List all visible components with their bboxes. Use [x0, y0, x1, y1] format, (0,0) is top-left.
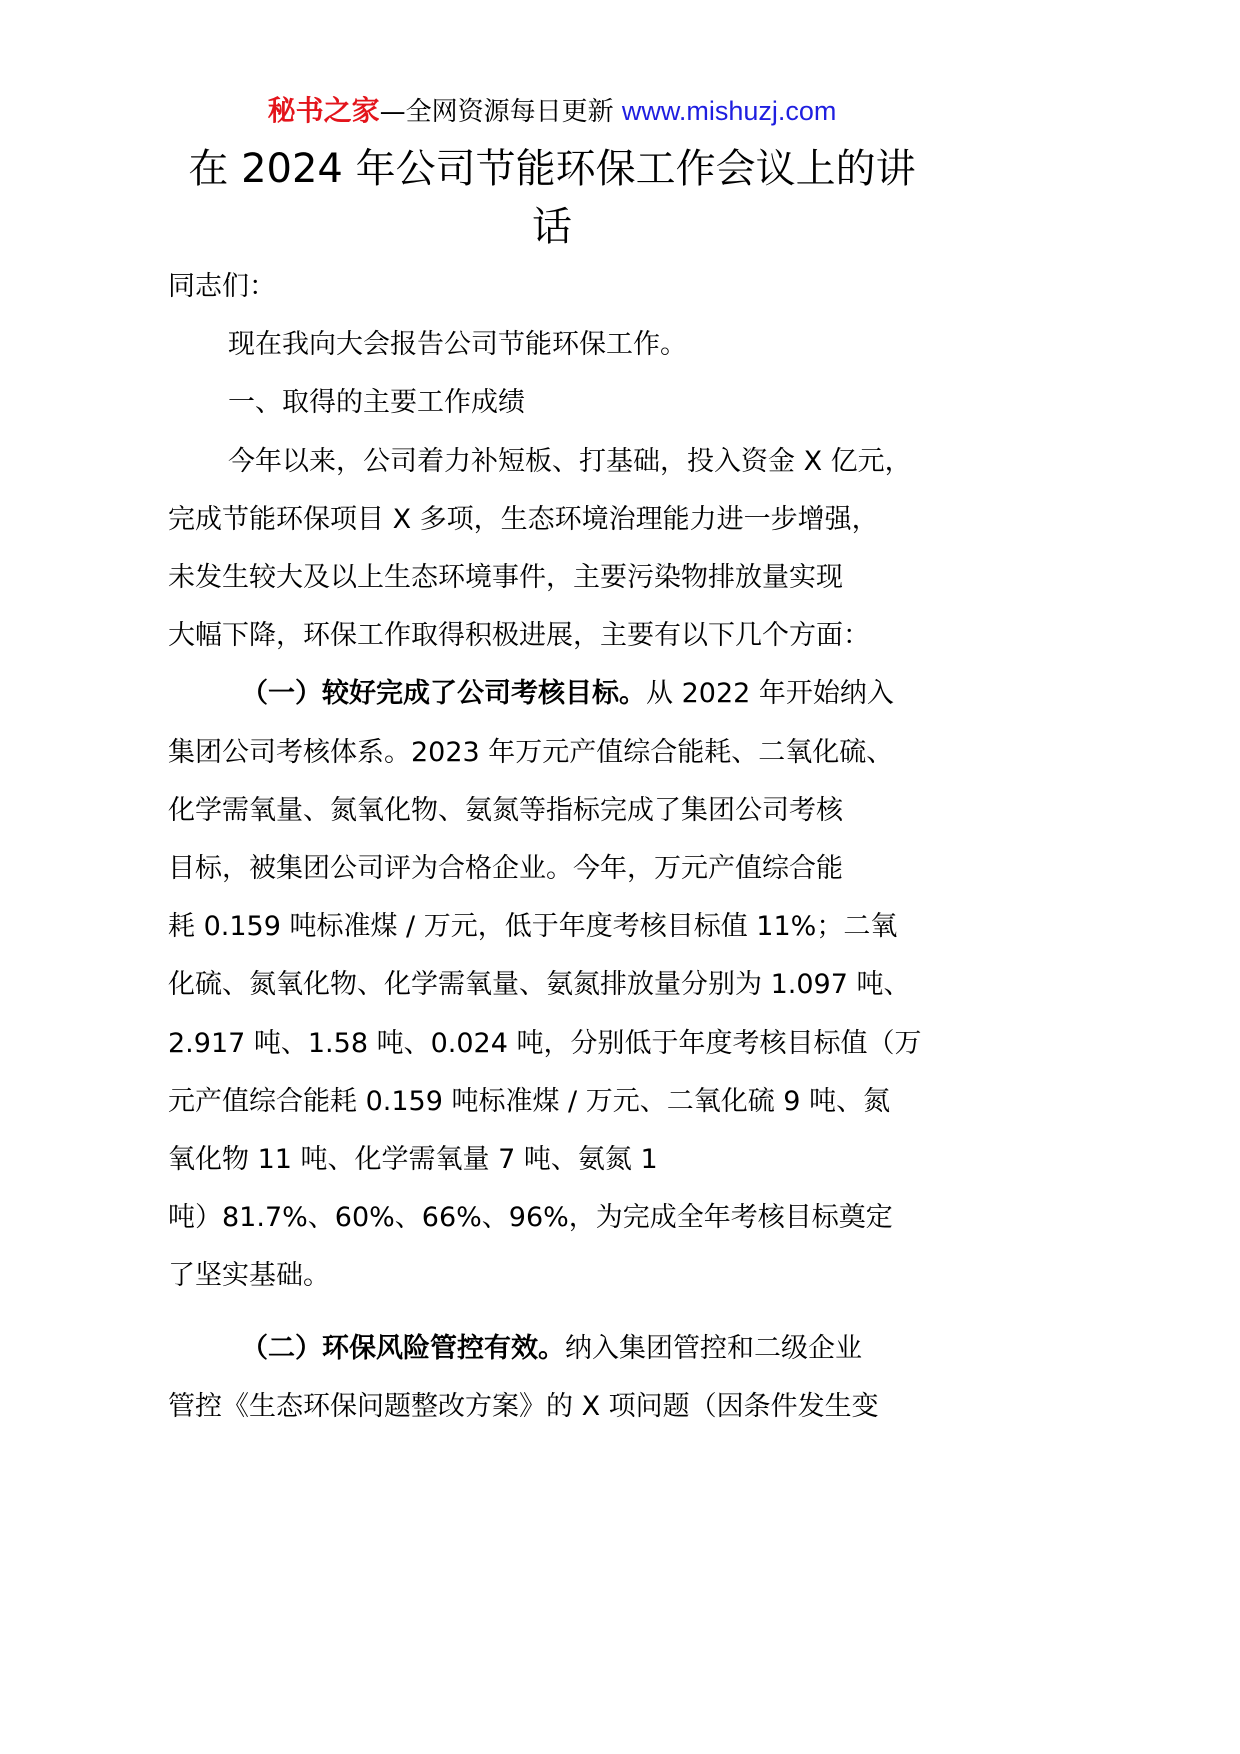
title-line-1: 在 2024 年公司节能环保工作会议上的讲 [188, 146, 916, 192]
document-body [168, 258, 968, 1436]
paragraph-line: 耗 0.159 吨标准煤 / 万元，低于年度考核目标值 11%；二氧 [168, 911, 898, 943]
paragraph-line: 了坚实基础。 [168, 1260, 330, 1292]
salutation: 同志们： [168, 271, 276, 302]
paragraph-line: 氧化物 11 吨、化学需氧量 7 吨、氨氮 1 [168, 1144, 658, 1176]
paragraph-line: 今年以来，公司着力补短板、打基础，投入资金 X 亿元， [228, 445, 912, 477]
subsection-heading: （二）环保风险管控有效。 [241, 1332, 565, 1364]
paragraph-line: 完成节能环保项目 X 多项，生态环境治理能力进一步增强， [168, 503, 879, 535]
brand-tagline: —全网资源每日更新 [379, 97, 614, 127]
paragraph-line: 未发生较大及以上生态环境事件，主要污染物排放量实现 [168, 562, 843, 594]
brand-name: 秘书之家 [267, 94, 380, 127]
paragraph-line: 管控《生态环保问题整改方案》的 X 项问题（因条件发生变 [168, 1390, 879, 1422]
paragraph-line: 元产值综合能耗 0.159 吨标准煤 / 万元、二氧化硫 9 吨、氮 [168, 1085, 891, 1117]
document-title [0, 140, 1104, 256]
paragraph-line [168, 665, 968, 723]
paragraph-line: 目标，被集团公司评为合格企业。今年，万元产值综合能 [168, 853, 843, 885]
watermark-header [0, 92, 1104, 131]
title-line-2: 话 [532, 204, 572, 250]
paragraph-spacer [168, 1306, 968, 1320]
subsection-heading: （一）较好完成了公司考核目标。 [241, 678, 646, 710]
paragraph-line: 化学需氧量、氮氧化物、氨氮等指标完成了集团公司考核 [168, 794, 843, 826]
paragraph-line: 吨）81.7%、60%、66%、96%，为完成全年考核目标奠定 [168, 1202, 893, 1234]
paragraph-line: 集团公司考核体系。2023 年万元产值综合能耗、二氧化硫、 [168, 736, 894, 768]
paragraph-line: 2.917 吨、1.58 吨、0.024 吨，分别低于年度考核目标值（万 [168, 1027, 922, 1059]
paragraph-text: 从 2022 年开始纳入 [646, 678, 894, 710]
paragraph-line: 大幅下降，环保工作取得积极进展，主要有以下几个方面： [168, 620, 870, 652]
section-heading: 一、取得的主要工作成绩 [228, 387, 525, 419]
paragraph-text: 纳入集团管控和二级企业 [565, 1332, 862, 1364]
paragraph-line [168, 1320, 968, 1378]
intro-paragraph: 现在我向大会报告公司节能环保工作。 [228, 329, 687, 361]
website-link[interactable]: www.mishuzj.com [621, 96, 837, 126]
paragraph-line: 化硫、氮氧化物、化学需氧量、氨氮排放量分别为 1.097 吨、 [168, 969, 911, 1001]
